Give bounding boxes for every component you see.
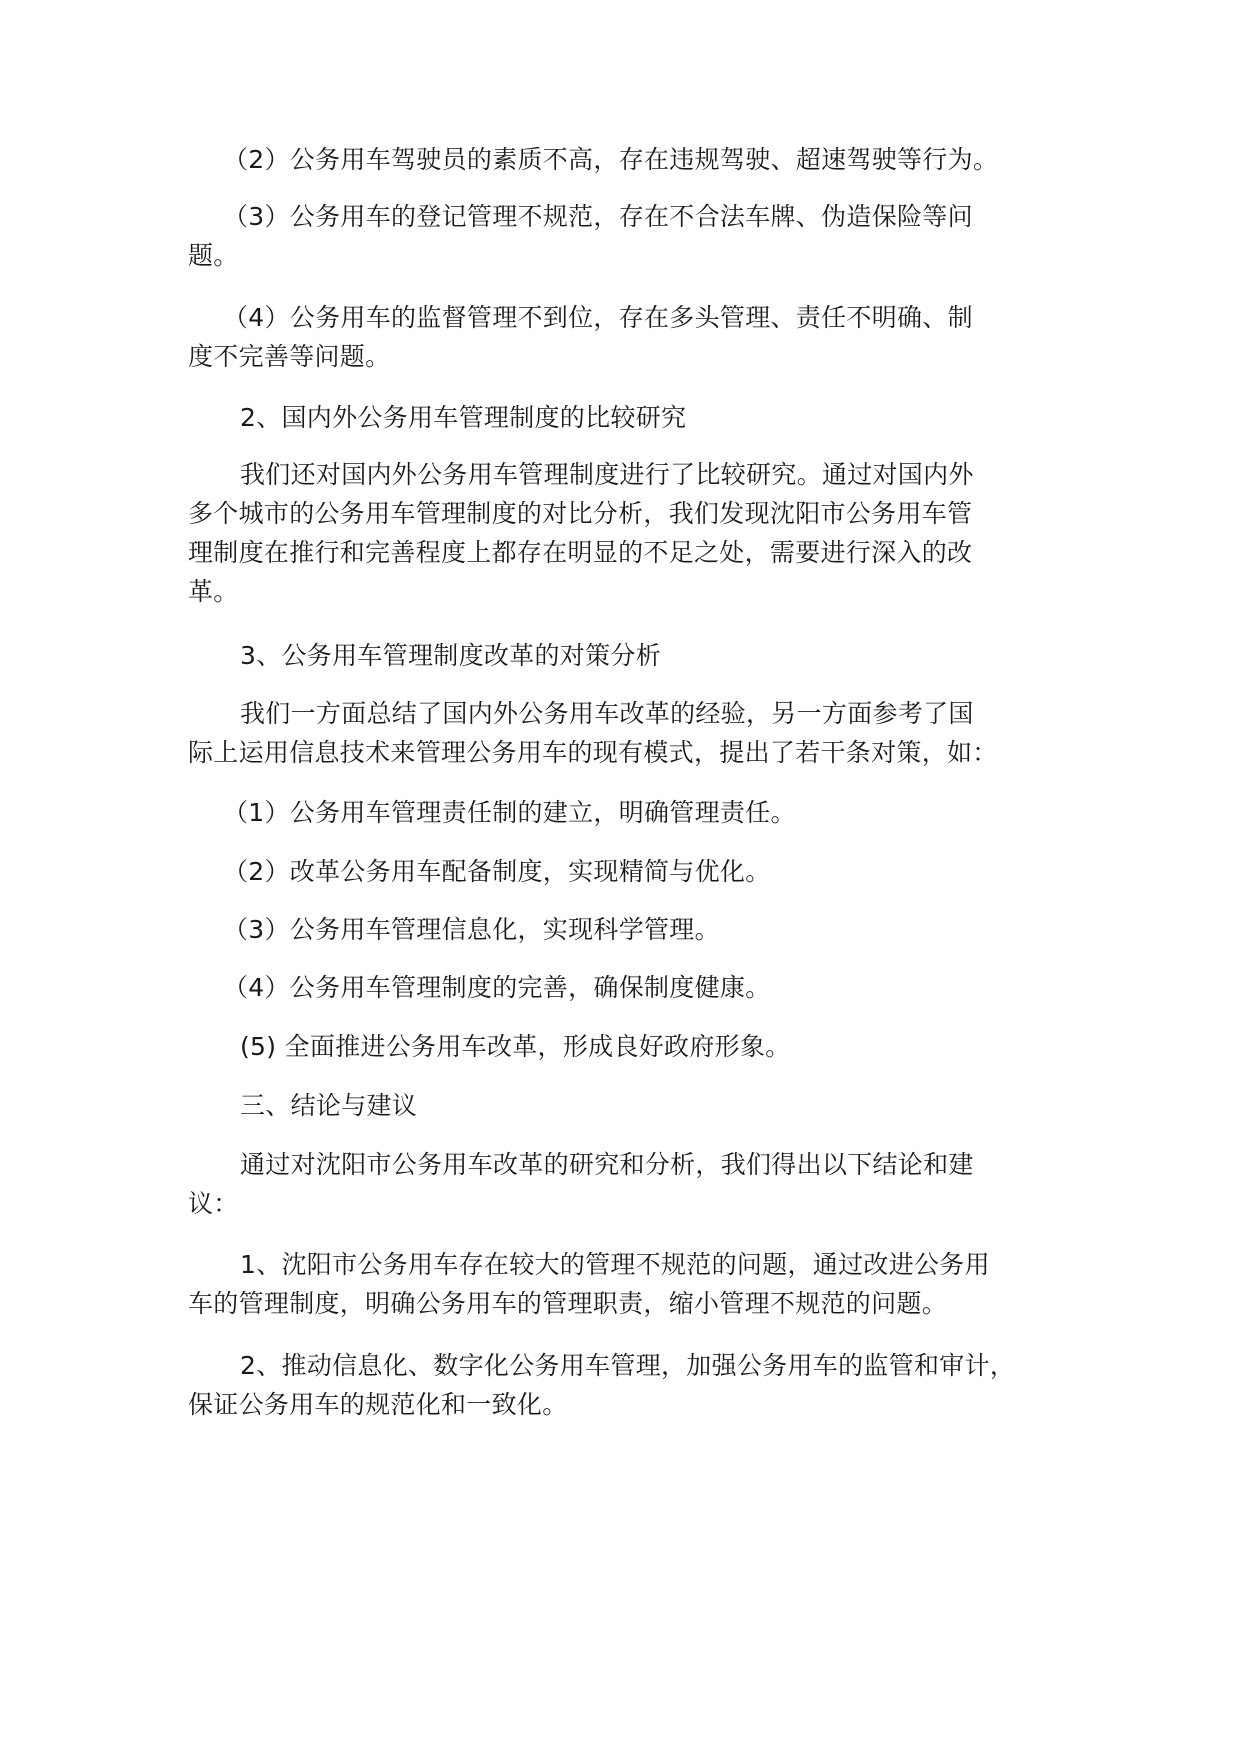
text-line: (5) 全面推进公务用车改革，形成良好政府形象。: [240, 1032, 791, 1061]
paragraph-conclusion-1: [188, 1245, 1088, 1323]
section-heading-countermeasures: [188, 636, 1088, 675]
text-line: 际上运用信息技术来管理公务用车的现有模式，提出了若干条对策，如：: [188, 738, 998, 767]
text-line: 车的管理制度，明确公务用车的管理职责，缩小管理不规范的问题。: [188, 1289, 948, 1318]
section-heading-comparison: [188, 398, 1088, 437]
list-item-responsibility: [188, 793, 1088, 832]
text-line: （2）公务用车驾驶员的素质不高，存在违规驾驶、超速驾驶等行为。: [223, 145, 999, 174]
paragraph-conclusion-intro: [188, 1145, 1088, 1223]
paragraph-driver-quality: [188, 140, 1088, 179]
text-line: （2）改革公务用车配备制度，实现精简与优化。: [223, 857, 771, 886]
text-line: 我们还对国内外公务用车管理制度进行了比较研究。通过对国内外: [240, 460, 974, 489]
section-heading-conclusion: [188, 1086, 1088, 1125]
text-line: （4）公务用车管理制度的完善，确保制度健康。: [223, 973, 771, 1002]
text-line: 理制度在推行和完善程度上都存在明显的不足之处，需要进行深入的改: [188, 538, 973, 567]
text-line: 度不完善等问题。: [188, 342, 391, 371]
text-line: 3、公务用车管理制度改革的对策分析: [240, 641, 662, 670]
text-line: 三、结论与建议: [240, 1091, 418, 1120]
text-line: 2、推动信息化、数字化公务用车管理，加强公务用车的监管和审计，: [240, 1351, 1016, 1380]
list-item-system-improvement: [188, 968, 1088, 1007]
text-line: （4）公务用车的监督管理不到位，存在多头管理、责任不明确、制: [223, 303, 973, 332]
text-line: （3）公务用车管理信息化，实现科学管理。: [223, 915, 720, 944]
text-line: 我们一方面总结了国内外公务用车改革的经验，另一方面参考了国: [240, 699, 974, 728]
text-line: 革。: [188, 577, 239, 606]
text-line: 保证公务用车的规范化和一致化。: [188, 1390, 568, 1419]
text-line: 通过对沈阳市公务用车改革的研究和分析，我们得出以下结论和建: [240, 1150, 974, 1179]
paragraph-supervision: [188, 298, 1088, 376]
paragraph-registration: [188, 197, 1088, 275]
text-line: （3）公务用车的登记管理不规范，存在不合法车牌、伪造保险等问: [223, 202, 973, 231]
list-item-allocation: [188, 852, 1088, 891]
list-item-informatization: [188, 910, 1088, 949]
list-item-reform: [188, 1027, 1088, 1066]
text-line: 议：: [188, 1189, 239, 1218]
paragraph-conclusion-2: [188, 1346, 1088, 1424]
text-line: 题。: [188, 241, 239, 270]
paragraph-countermeasures: [188, 694, 1088, 772]
text-line: 2、国内外公务用车管理制度的比较研究: [240, 403, 687, 432]
text-line: 多个城市的公务用车管理制度的对比分析，我们发现沈阳市公务用车管: [188, 499, 973, 528]
paragraph-comparison: [188, 455, 1088, 611]
text-line: 1、沈阳市公务用车存在较大的管理不规范的问题，通过改进公务用: [240, 1250, 990, 1279]
text-line: （1）公务用车管理责任制的建立，明确管理责任。: [223, 798, 796, 827]
